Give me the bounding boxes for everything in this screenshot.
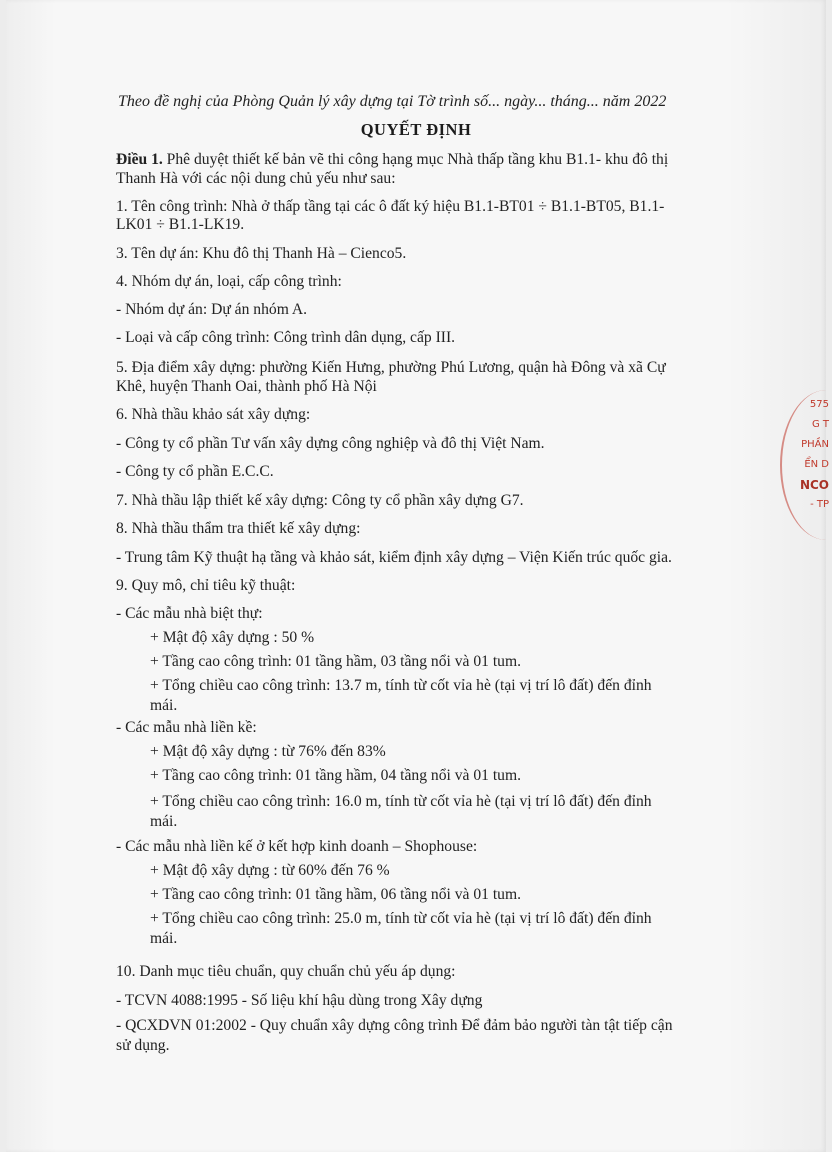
townhouse-density: + Mật độ xây dựng : từ 76% đến 83% bbox=[150, 743, 386, 760]
villa-height-line-1: + Tổng chiều cao công trình: 13.7 m, tính từ cốt vỉa hè (tại vị trí lô đất) đến đỉnh bbox=[150, 677, 652, 694]
red-stamp bbox=[796, 395, 832, 540]
item-6-a: - Công ty cổ phần Tư vấn xây dựng công nghiệp và đô thị Việt Nam. bbox=[116, 435, 545, 452]
item-4-b: - Loại và cấp công trình: Công trình dân dụng, cấp III. bbox=[116, 329, 456, 346]
villa-heading: - Các mẫu nhà biệt thự: bbox=[116, 605, 263, 622]
item-3: 3. Tên dự án: Khu đô thị Thanh Hà – Cienco5. bbox=[116, 245, 407, 262]
intro-line: Theo đề nghị của Phòng Quản lý xây dựng tại Tờ trình số... ngày... tháng... năm 2022 bbox=[118, 93, 667, 110]
item-4-a: - Nhóm dự án: Dự án nhóm A. bbox=[116, 301, 308, 318]
item-5-line-2: Khê, huyện Thanh Oai, thành phố Hà Nội bbox=[116, 378, 377, 395]
item-10-b-line-1: - QCXDVN 01:2002 - Quy chuẩn xây dựng công trình Để đảm bảo người tàn tật tiếp cận bbox=[116, 1017, 673, 1034]
townhouse-height-line-2: mái. bbox=[150, 813, 178, 830]
stamp-text-1: 575 bbox=[809, 399, 829, 410]
villa-density: + Mật độ xây dựng : 50 % bbox=[150, 629, 315, 646]
item-7: 7. Nhà thầu lập thiết kế xây dựng: Công ty cổ phần xây dựng G7. bbox=[116, 492, 524, 509]
article-1-line-1 bbox=[116, 150, 668, 169]
item-1-line-2: LK01 ÷ B1.1-LK19. bbox=[116, 216, 245, 233]
stamp-text-6: - TP bbox=[810, 499, 829, 510]
item-8-a: - Trung tâm Kỹ thuật hạ tầng và khảo sát, kiểm định xây dựng – Viện Kiến trúc quốc gia. bbox=[116, 549, 672, 566]
townhouse-floors: + Tầng cao công trình: 01 tầng hầm, 04 tầng nổi và 01 tum. bbox=[150, 767, 521, 784]
shophouse-floors: + Tầng cao công trình: 01 tầng hầm, 06 tầng nổi và 01 tum. bbox=[150, 886, 521, 903]
article-1-line-2: Thanh Hà với các nội dung chủ yếu như sau: bbox=[116, 170, 396, 187]
item-10-a: - TCVN 4088:1995 - Số liệu khí hậu dùng trong Xây dựng bbox=[116, 992, 483, 1009]
item-6: 6. Nhà thầu khảo sát xây dựng: bbox=[116, 406, 311, 423]
stamp-text-2: G T bbox=[811, 419, 829, 430]
villa-floors: + Tầng cao công trình: 01 tầng hầm, 03 tầng nổi và 01 tum. bbox=[150, 653, 521, 670]
document-heading: QUYẾT ĐỊNH bbox=[360, 120, 472, 139]
item-9: 9. Quy mô, chỉ tiêu kỹ thuật: bbox=[116, 577, 296, 594]
shophouse-height-line-1: + Tổng chiều cao công trình: 25.0 m, tính từ cốt vỉa hè (tại vị trí lô đất) đến đỉnh bbox=[150, 910, 652, 927]
townhouse-height-line-1: + Tổng chiều cao công trình: 16.0 m, tính từ cốt vỉa hè (tại vị trí lô đất) đến đỉnh bbox=[150, 793, 652, 810]
townhouse-heading: - Các mẫu nhà liền kề: bbox=[116, 719, 257, 736]
shophouse-density: + Mật độ xây dựng : từ 60% đến 76 % bbox=[150, 862, 390, 879]
stamp-text-5: NCO bbox=[799, 478, 829, 492]
villa-height-line-2: mái. bbox=[150, 697, 178, 714]
item-4: 4. Nhóm dự án, loại, cấp công trình: bbox=[116, 273, 342, 290]
item-5-line-1: 5. Địa điểm xây dựng: phường Kiến Hưng, phường Phú Lương, quận hà Đông và xã Cự bbox=[116, 359, 666, 376]
item-8: 8. Nhà thầu thẩm tra thiết kế xây dựng: bbox=[116, 520, 361, 537]
item-1-line-1: 1. Tên công trình: Nhà ở thấp tầng tại các ô đất ký hiệu B1.1-BT01 ÷ B1.1-BT05, B1.1- bbox=[116, 198, 665, 215]
article-1-label: Điều 1. bbox=[116, 151, 163, 168]
item-10-b-line-2: sử dụng. bbox=[116, 1037, 170, 1054]
shophouse-heading: - Các mẫu nhà liền kế ở kết hợp kinh doanh – Shophouse: bbox=[116, 838, 478, 855]
item-10: 10. Danh mục tiêu chuẩn, quy chuẩn chủ yếu áp dụng: bbox=[116, 963, 456, 980]
shophouse-height-line-2: mái. bbox=[150, 930, 178, 947]
stamp-text-4: ỂN D bbox=[804, 459, 829, 470]
article-1-text: Phê duyệt thiết kế bản vẽ thi công hạng mục Nhà thấp tầng khu B1.1- khu đô thị bbox=[162, 151, 669, 168]
stamp-text-3: PHẦN bbox=[801, 439, 829, 450]
item-6-b: - Công ty cổ phần E.C.C. bbox=[116, 463, 274, 480]
